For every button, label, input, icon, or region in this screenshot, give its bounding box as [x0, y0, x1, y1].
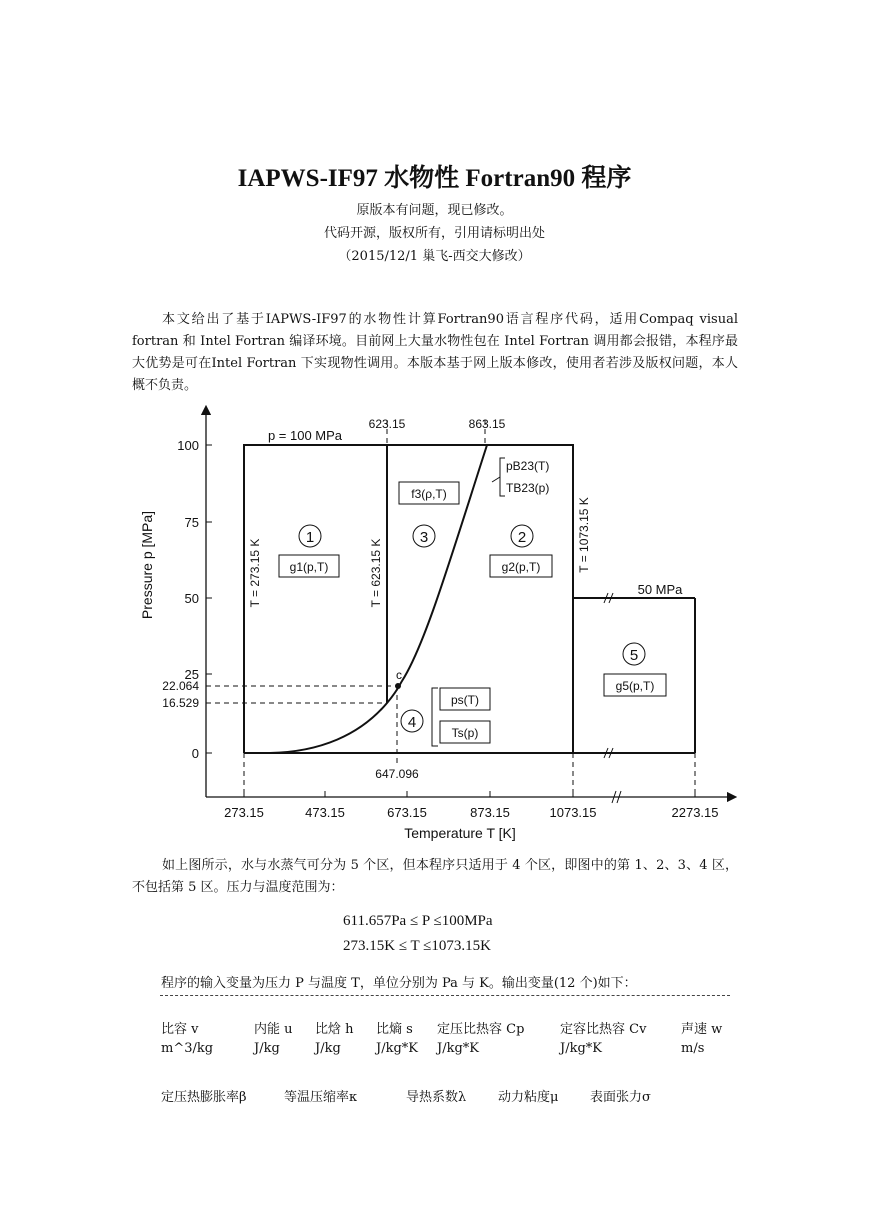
pressure-range: 611.657Pa ≤ P ≤100MPa [343, 913, 493, 929]
func-g5: g5(p,T) [615, 679, 655, 693]
output-unit: J/kg*K [437, 1041, 480, 1056]
region-2-marker [511, 525, 533, 547]
func-g1: g1(p,T) [289, 560, 329, 574]
ytick-22064: 22.064 [162, 679, 199, 693]
func-pb23: pB23(T) [506, 459, 550, 473]
output-name: 表面张力σ [590, 1090, 651, 1105]
region4-bracket [432, 688, 438, 746]
region-3-marker [413, 525, 435, 547]
dashed-guides [206, 420, 695, 797]
output-name: 等温压缩率κ [284, 1090, 358, 1105]
label-t1073: T = 1073.15 K [577, 497, 591, 573]
ytick-0: 0 [191, 746, 199, 761]
ytick-50: 50 [184, 591, 199, 606]
output-unit: J/kg*K [560, 1041, 603, 1056]
label-623: 623.15 [368, 417, 406, 431]
ytick-16529: 16.529 [162, 696, 199, 710]
func-ts: Ts(p) [451, 726, 479, 740]
label-t623: T = 623.15 K [369, 538, 383, 608]
output-unit: J/kg [254, 1041, 280, 1056]
func-ps: ps(T) [451, 693, 479, 707]
document-title: IAPWS-IF97 水物性 Fortran90 程序 [237, 165, 632, 192]
iapws-region-diagram [130, 405, 740, 845]
critical-point [395, 683, 401, 689]
subtitle-line-1: 原版本有问题，现已修改。 [356, 203, 513, 218]
y-ticks [206, 445, 212, 753]
xtick-873: 873.15 [470, 805, 510, 820]
xtick-273: 273.15 [224, 805, 264, 820]
region-1-marker [299, 525, 321, 547]
output-name: 导热系数λ [406, 1090, 467, 1105]
subtitle-line-2: 代码开源，版权所有，引用请标明出处 [323, 226, 545, 241]
label-863: 863.15 [468, 417, 506, 431]
region-1-number: 1 [305, 529, 315, 546]
region5-break [604, 593, 613, 758]
b23-bracket [500, 458, 505, 496]
region-5-number: 5 [629, 647, 639, 664]
func-g2: g2(p,T) [501, 560, 541, 574]
region-3-number: 3 [419, 529, 429, 546]
region-4-number: 4 [407, 714, 417, 731]
x-ticks [244, 791, 695, 797]
temperature-range: 273.15K ≤ T ≤1073.15K [343, 938, 492, 954]
intro-paragraph: 本文给出了基于IAPWS-IF97的水物性计算Fortran90语言程序代码，适用Compaq visual fortran 和 Intel Fortran 编译环境。目前网上大量水物性包在 Intel Fortran 调用都会报错，本程序最大优势是可在Intel Fortran 下实现物性调用。本版本基于网上版本修改，使用者若涉及版权问题，本人概不负责。 [132, 312, 738, 393]
ytick-75: 75 [184, 515, 199, 530]
xtick-673: 673.15 [387, 805, 427, 820]
x-axis-label: Temperature T [K] [404, 825, 516, 841]
output-unit: J/kg*K [376, 1041, 419, 1056]
y-axis-label: Pressure p [MPa] [139, 510, 155, 620]
critical-point-label: c [396, 668, 402, 682]
output-name: 定压比热容 Cp [437, 1022, 525, 1037]
ytick-100: 100 [177, 438, 199, 453]
subtitle-line-3: （2015/12/1 巢飞-西交大修改） [338, 249, 531, 264]
xtick-473: 473.15 [305, 805, 345, 820]
output-name: 比容 v [161, 1022, 199, 1037]
output-name: 定压热膨胀率β [161, 1090, 247, 1105]
output-name: 定容比热容 Cv [560, 1022, 647, 1037]
output-name: 内能 u [254, 1022, 293, 1037]
region-2-number: 2 [517, 529, 527, 546]
xtick-2273: 2273.15 [671, 805, 719, 820]
label-t273: T = 273.15 K [248, 538, 262, 608]
label-647096: 647.096 [375, 767, 419, 781]
regions-paragraph: 如上图所示，水与水蒸气可分为 5 个区，但本程序只适用于 4 个区，即图中的第 1、2、3、4 区，不包括第 5 区。压力与温度范围为： [132, 858, 738, 895]
ytick-25: 25 [184, 667, 199, 682]
separator-line [160, 995, 730, 996]
region-5-marker [623, 643, 645, 665]
func-f3: f3(ρ,T) [411, 487, 447, 501]
func-tb23: TB23(p) [506, 481, 550, 495]
label-p100: p = 100 MPa [267, 428, 343, 443]
output-name: 动力粘度μ [498, 1090, 559, 1105]
region-4-marker [401, 710, 423, 732]
output-unit: m/s [681, 1041, 705, 1056]
xtick-1073: 1073.15 [549, 805, 597, 820]
output-name: 比焓 h [315, 1022, 354, 1037]
output-name: 声速 w [681, 1022, 723, 1037]
output-unit: J/kg [315, 1041, 341, 1056]
output-name: 比熵 s [376, 1022, 413, 1037]
label-50mpa: 50 MPa [637, 582, 683, 597]
io-description: 程序的输入变量为压力 P 与温度 T，单位分别为 Pa 与 K。输出变量(12 个)如下： [161, 976, 637, 991]
output-unit: m^3/kg [161, 1041, 214, 1056]
